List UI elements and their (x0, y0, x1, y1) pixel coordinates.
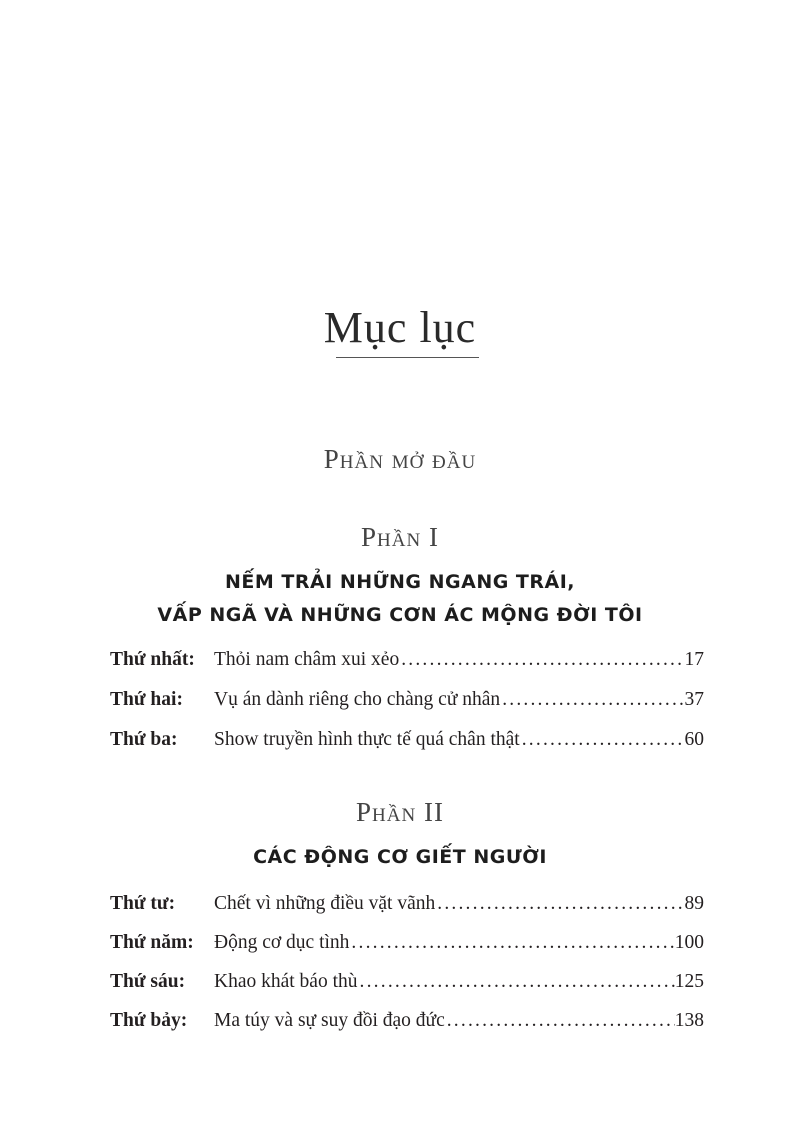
dot-leader (445, 1010, 675, 1032)
page-title: Mục lục (323, 303, 477, 352)
chapter-title: Động cơ dục tình (214, 932, 350, 953)
toc-entry[interactable] (110, 932, 704, 962)
chapter-label: Thứ tư: (110, 893, 176, 914)
dot-leader (358, 971, 675, 993)
chapter-title: Ma túy và sự suy đồi đạo đức (214, 1010, 445, 1031)
chapter-label: Thứ nhất: (110, 649, 195, 670)
toc-entry[interactable] (110, 1010, 704, 1040)
dot-leader (399, 649, 684, 671)
toc-entry[interactable] (110, 689, 704, 719)
chapter-label: Thứ ba: (110, 729, 178, 750)
dot-leader (435, 893, 684, 915)
chapter-title: Vụ án dành riêng cho chàng cử nhân (214, 689, 501, 710)
dot-leader (349, 932, 674, 954)
part-2-heading: Phần II (356, 797, 444, 827)
toc-entry[interactable] (110, 649, 704, 679)
chapter-title: Khao khát báo thù (214, 971, 358, 992)
part-1-subtitle-line-1: NẾM TRẢI NHỮNG NGANG TRÁI, (224, 571, 576, 593)
prologue-heading: Phần mở đầu (323, 444, 477, 474)
part-2-subtitle-line-1: CÁC ĐỘNG CƠ GIẾT NGƯỜI (253, 846, 547, 868)
page-number: 138 (674, 1010, 704, 1031)
dot-leader (520, 729, 685, 751)
toc-entry[interactable] (110, 893, 704, 923)
toc-entry[interactable] (110, 971, 704, 1001)
chapter-label: Thứ năm: (110, 932, 194, 953)
title-underline (336, 357, 479, 358)
page-number: 60 (684, 729, 704, 750)
toc-entry[interactable] (110, 729, 704, 759)
chapter-title: Show truyền hình thực tế quá chân thật (214, 729, 520, 750)
page-number: 125 (674, 971, 704, 992)
page-number: 89 (684, 893, 704, 914)
chapter-label: Thứ hai: (110, 689, 183, 710)
part-1-subtitle-line-2: VẤP NGÃ VÀ NHỮNG CƠN ÁC MỘNG ĐỜI TÔI (157, 604, 643, 626)
part-1-heading: Phần I (361, 522, 439, 552)
chapter-title: Thỏi nam châm xui xẻo (214, 649, 400, 670)
page-number: 17 (684, 649, 704, 670)
chapter-label: Thứ sáu: (110, 971, 186, 992)
chapter-label: Thứ bảy: (110, 1010, 188, 1031)
dot-leader (500, 689, 684, 711)
page-number: 100 (674, 932, 704, 953)
chapter-title: Chết vì những điều vặt vãnh (214, 893, 436, 914)
page-number: 37 (684, 689, 704, 710)
